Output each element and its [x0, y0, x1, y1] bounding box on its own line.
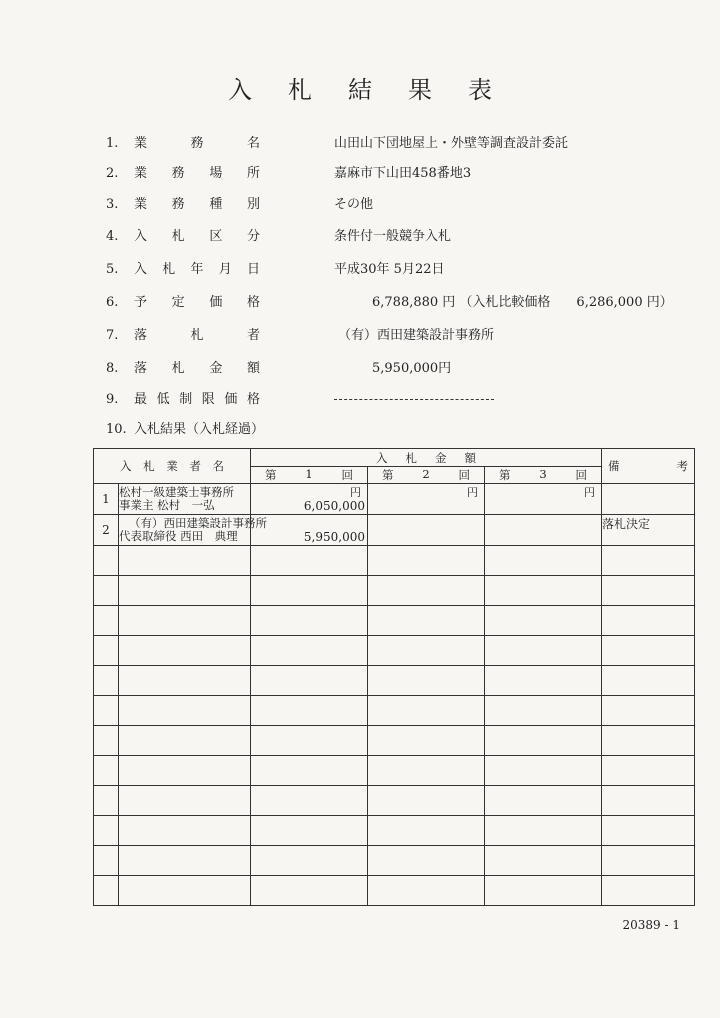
empty-row: [94, 786, 695, 816]
item-value: 条件付一般競争入札: [334, 229, 452, 244]
empty-cell: [119, 666, 251, 696]
empty-cell: [94, 816, 119, 846]
empty-cell: [368, 696, 485, 726]
header-round-3: 第 3 回: [485, 467, 602, 484]
note-cell: [602, 484, 695, 515]
item-number: 8.: [106, 361, 119, 376]
empty-cell: [94, 576, 119, 606]
empty-cell: [602, 576, 695, 606]
item-label: 落 札 金 額: [134, 361, 260, 376]
empty-cell: [94, 786, 119, 816]
empty-cell: [251, 666, 368, 696]
empty-cell: [602, 696, 695, 726]
table-row: [94, 515, 695, 546]
empty-cell: [368, 636, 485, 666]
item-value: 嘉麻市下山田458番地3: [334, 166, 472, 181]
empty-cell: [119, 846, 251, 876]
empty-cell: [602, 546, 695, 576]
bid-amount-cell: [485, 515, 602, 546]
empty-cell: [94, 876, 119, 906]
bid-amount-cell: [368, 484, 485, 515]
note-cell: 落札決定: [602, 515, 695, 546]
row-number: 1: [94, 484, 119, 515]
item-number: 2.: [106, 166, 119, 181]
item-number: 10.: [106, 422, 127, 437]
empty-row: [94, 726, 695, 756]
page-number: 20389 - 1: [622, 918, 680, 932]
empty-row: [94, 876, 695, 906]
empty-cell: [602, 816, 695, 846]
header-round-1: 第 1 回: [251, 467, 368, 484]
empty-cell: [94, 636, 119, 666]
empty-cell: [251, 846, 368, 876]
empty-cell: [602, 606, 695, 636]
empty-row: [94, 816, 695, 846]
empty-cell: [94, 726, 119, 756]
empty-cell: [94, 696, 119, 726]
empty-row: [94, 636, 695, 666]
empty-cell: [485, 636, 602, 666]
empty-cell: [485, 666, 602, 696]
table-row: [94, 484, 695, 515]
empty-cell: [368, 546, 485, 576]
empty-cell: [119, 696, 251, 726]
empty-cell: [251, 876, 368, 906]
empty-cell: [602, 636, 695, 666]
empty-cell: [368, 726, 485, 756]
item-number: 3.: [106, 197, 119, 212]
empty-cell: [485, 786, 602, 816]
empty-cell: [602, 846, 695, 876]
empty-cell: [602, 666, 695, 696]
page-title: 入札結果表: [228, 76, 528, 104]
empty-row: [94, 846, 695, 876]
item-label: 予 定 価 格: [134, 295, 260, 310]
empty-cell: [485, 816, 602, 846]
item-value: その他: [334, 197, 374, 212]
empty-cell: [119, 576, 251, 606]
item-label: 業 務 場 所: [134, 166, 260, 181]
item-number: 5.: [106, 262, 119, 277]
empty-cell: [94, 846, 119, 876]
bid-amount-cell: [251, 515, 368, 546]
item-value: （有）西田建築設計事務所: [338, 328, 495, 343]
empty-cell: [119, 876, 251, 906]
empty-cell: [94, 756, 119, 786]
empty-row: [94, 546, 695, 576]
yen-unit: 円: [467, 486, 478, 499]
header-bidder: 入 札 業 者 名: [94, 449, 251, 484]
bid-amount: 6,050,000: [303, 499, 365, 513]
empty-cell: [368, 816, 485, 846]
empty-cell: [119, 606, 251, 636]
item-number: 6.: [106, 295, 119, 310]
item-label: 落 札 者: [134, 328, 260, 343]
empty-cell: [251, 756, 368, 786]
empty-cell: [485, 606, 602, 636]
item-value: 山田山下団地屋上・外壁等調査設計委託: [334, 136, 569, 151]
empty-cell: [94, 606, 119, 636]
item-label: 最 低 制 限 価 格: [134, 392, 260, 407]
empty-cell: [485, 546, 602, 576]
item-label: 入 札 年 月 日: [134, 262, 260, 277]
item-number: 7.: [106, 328, 119, 343]
bid-amount: 5,950,000: [303, 530, 365, 544]
empty-cell: [251, 786, 368, 816]
header-amount: 入 札 金 額: [251, 449, 602, 467]
item-label: 業 務 種 別: [134, 197, 260, 212]
empty-row: [94, 756, 695, 786]
empty-cell: [368, 606, 485, 636]
empty-cell: [485, 876, 602, 906]
item-number: 1.: [106, 136, 119, 151]
blank-dashes: [334, 399, 494, 400]
empty-cell: [368, 576, 485, 606]
empty-cell: [94, 546, 119, 576]
empty-cell: [485, 846, 602, 876]
row-number: 2: [94, 515, 119, 546]
empty-row: [94, 606, 695, 636]
empty-cell: [251, 816, 368, 846]
bid-amount-cell: [485, 484, 602, 515]
header-round-2: 第 2 回: [368, 467, 485, 484]
empty-cell: [368, 756, 485, 786]
empty-cell: [119, 786, 251, 816]
header-note: 備 考: [602, 449, 695, 484]
empty-cell: [251, 546, 368, 576]
empty-cell: [602, 726, 695, 756]
empty-cell: [368, 786, 485, 816]
item-value: 6,788,880 円 （入札比較価格 6,286,000 円）: [372, 295, 673, 310]
item-label: 入札結果（入札経過）: [134, 422, 265, 437]
yen-unit: 円: [584, 486, 595, 499]
empty-cell: [602, 876, 695, 906]
empty-cell: [485, 576, 602, 606]
bidder-name: 松村一級建築士事務所 事業主 松村 一弘: [119, 484, 251, 515]
empty-row: [94, 666, 695, 696]
empty-cell: [368, 876, 485, 906]
item-number: 9.: [106, 392, 119, 407]
empty-cell: [485, 726, 602, 756]
empty-cell: [368, 666, 485, 696]
item-label: 業 務 名: [134, 136, 260, 151]
empty-cell: [251, 576, 368, 606]
empty-cell: [251, 636, 368, 666]
empty-cell: [485, 696, 602, 726]
empty-cell: [485, 756, 602, 786]
empty-cell: [119, 726, 251, 756]
empty-row: [94, 576, 695, 606]
item-value: 平成30年 5月22日: [334, 262, 445, 277]
bid-amount-cell: [368, 515, 485, 546]
bid-results-table: [93, 448, 695, 906]
empty-cell: [602, 786, 695, 816]
empty-cell: [251, 606, 368, 636]
empty-cell: [251, 726, 368, 756]
empty-cell: [602, 756, 695, 786]
empty-cell: [94, 666, 119, 696]
empty-cell: [119, 546, 251, 576]
item-value: [334, 390, 494, 410]
empty-cell: [251, 696, 368, 726]
empty-cell: [119, 816, 251, 846]
empty-cell: [119, 756, 251, 786]
empty-cell: [368, 846, 485, 876]
item-value: 5,950,000円: [372, 361, 452, 376]
bid-amount-cell: [251, 484, 368, 515]
yen-unit: 円: [350, 486, 361, 499]
empty-row: [94, 696, 695, 726]
bidder-name: （有）西田建築設計事務所 代表取締役 西田 典理: [119, 515, 251, 546]
item-number: 4.: [106, 229, 119, 244]
empty-cell: [119, 636, 251, 666]
item-label: 入 札 区 分: [134, 229, 260, 244]
